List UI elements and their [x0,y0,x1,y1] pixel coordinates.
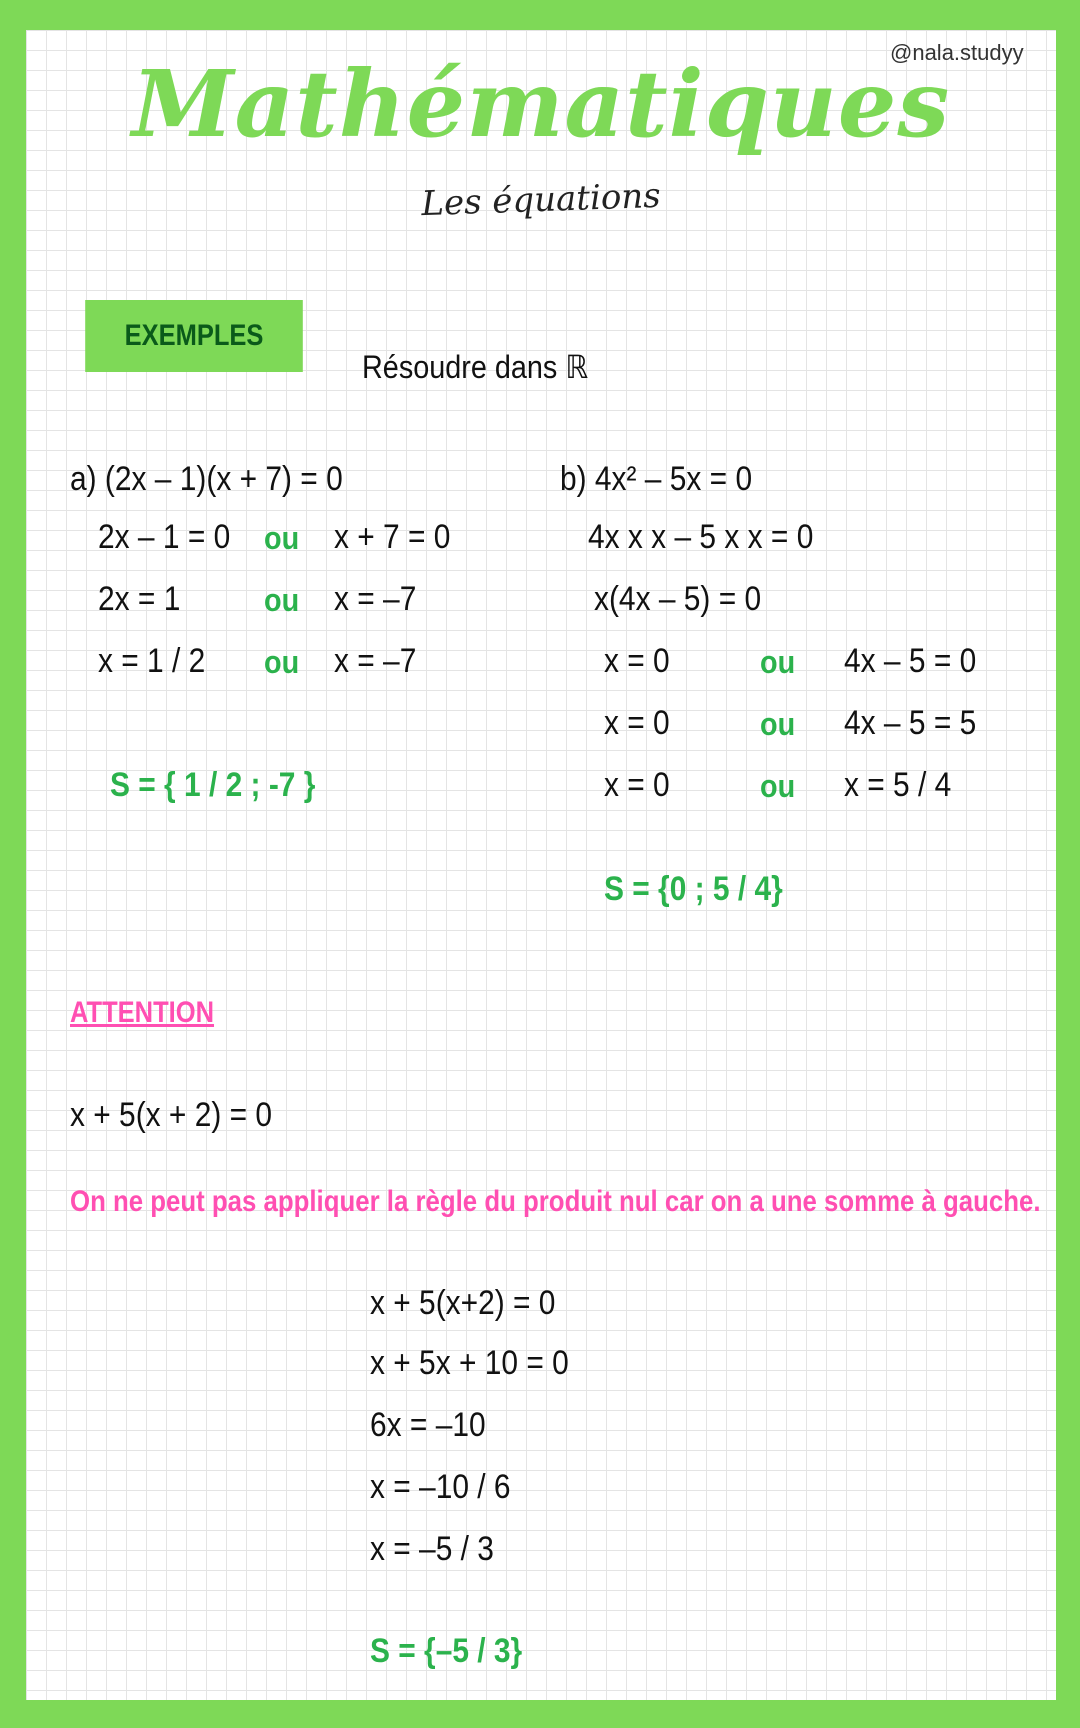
page-subtitle: Les équations [420,175,662,225]
example-b-row-2-right: 4x – 5 = 5 [844,704,977,742]
attention-step-4: x = –10 / 6 [370,1468,511,1506]
notebook-page [26,30,1056,1700]
example-b-row-1-right: 4x – 5 = 0 [844,642,977,680]
example-a-equation: a) (2x – 1)(x + 7) = 0 [70,460,343,498]
attention-equation: x + 5(x + 2) = 0 [70,1096,273,1134]
example-a-row-2-right: x = –7 [334,580,417,618]
attention-solution: S = {–5 / 3} [370,1632,523,1670]
attention-step-3: 6x = –10 [370,1406,486,1444]
attention-label: ATTENTION [70,996,215,1029]
example-b-solution: S = {0 ; 5 / 4} [604,870,783,908]
example-b-row-1-left: x = 0 [604,642,670,680]
example-a-row-1-right: x + 7 = 0 [334,518,451,556]
example-a-row-2-left: 2x = 1 [98,580,181,618]
example-a-row-2-ou: ou [264,582,300,618]
page-title: Mathématiques [131,50,951,158]
example-b-step-1: 4x x x – 5 x x = 0 [588,518,814,556]
example-b-equation: b) 4x² – 5x = 0 [560,460,753,498]
attention-step-5: x = –5 / 3 [370,1530,494,1568]
attention-note: On ne peut pas appliquer la règle du produit nul car on a une somme à gauche. [70,1185,1041,1218]
author-handle: @nala.studyy [890,40,1024,65]
example-b-row-3-ou: ou [760,768,796,804]
example-a-row-3-right: x = –7 [334,642,417,680]
attention-step-1: x + 5(x+2) = 0 [370,1284,556,1322]
example-a-solution: S = { 1 / 2 ; -7 } [110,766,316,804]
example-a-row-3-left: x = 1 / 2 [98,642,206,680]
example-b-row-1-ou: ou [760,644,796,680]
examples-badge: EXEMPLES [85,300,303,372]
example-b-row-2-ou: ou [760,706,796,742]
example-a-row-1-ou: ou [264,520,300,556]
example-a-row-1-left: 2x – 1 = 0 [98,518,231,556]
attention-step-2: x + 5x + 10 = 0 [370,1344,569,1382]
example-b-row-2-left: x = 0 [604,704,670,742]
example-b-step-2: x(4x – 5) = 0 [594,580,762,618]
example-b-row-3-right: x = 5 / 4 [844,766,952,804]
instruction-text: Résoudre dans ℝ [362,349,589,385]
example-a-row-3-ou: ou [264,644,300,680]
example-b-row-3-left: x = 0 [604,766,670,804]
